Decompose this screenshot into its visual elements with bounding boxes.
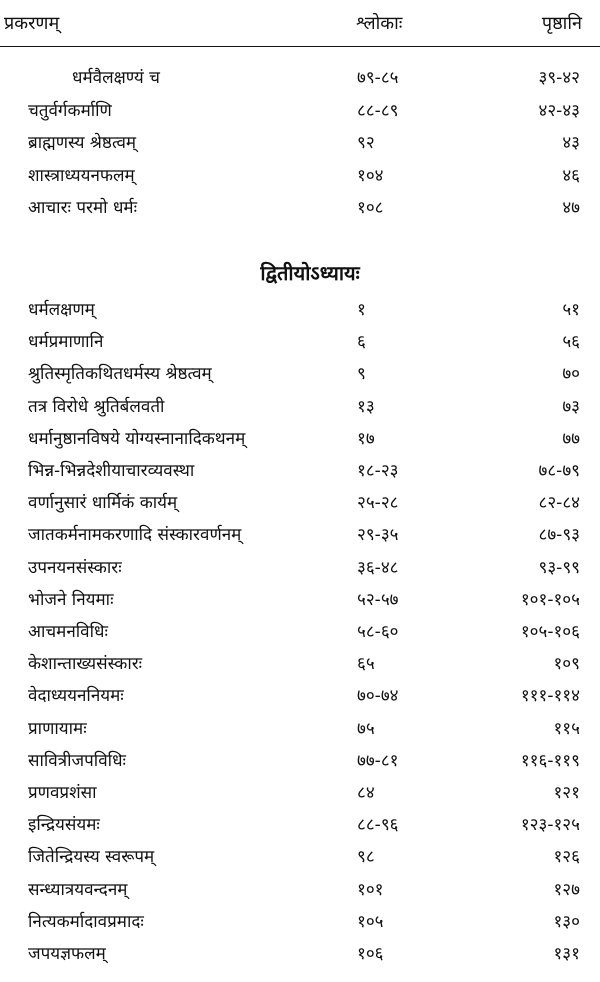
topic-cell: जपयज्ञफलम् [28, 944, 106, 964]
chapter-heading: द्वितीयोऽध्यायः [260, 261, 360, 285]
topic-cell: भोजने नियमाः [28, 589, 114, 610]
page-cell: ७८-७९ [538, 461, 580, 481]
table-row [0, 294, 600, 327]
topic-cell: प्रणवप्रशंसा [28, 783, 97, 803]
page-cell: ८७-९३ [538, 525, 580, 546]
topic-cell: धर्मलक्षणम् [28, 300, 95, 320]
page-cell: १११-११४ [520, 686, 580, 707]
topic-cell: आचारः परमो धर्मः [28, 198, 137, 218]
page-cell: ५६ [562, 332, 580, 353]
page-cell: १३० [553, 911, 580, 932]
table-header [0, 0, 600, 47]
topic-cell: जातकर्मनामकरणादि संस्कारवर्णनम् [28, 525, 242, 546]
page-cell: १२६ [553, 847, 580, 868]
table-row [0, 906, 600, 939]
table-row [0, 519, 600, 552]
topic-cell: सन्ध्यात्रयवन्दनम् [28, 879, 128, 900]
topic-cell: नित्यकर्मादावप्रमादः [28, 911, 144, 932]
table-row [0, 777, 600, 810]
verse-cell: ७७-८१ [357, 750, 399, 771]
topic-cell: धर्मवैलक्षण्यं च [72, 68, 160, 88]
verse-cell: १ [357, 300, 366, 320]
column-header-topic: प्रकरणम् [4, 13, 60, 34]
page-cell: १०५-१०६ [520, 622, 580, 642]
topic-cell: चतुर्वर्गकर्माणि [28, 100, 112, 121]
table-row [0, 616, 600, 649]
verse-cell: १७ [357, 428, 375, 449]
topic-cell: भिन्न-भिन्नदेशीयाचारव्यवस्था [28, 461, 195, 481]
page-cell: ७७ [562, 428, 580, 449]
verse-cell: १०४ [357, 165, 384, 186]
verse-cell: ९ [357, 364, 366, 385]
table-row [0, 648, 600, 681]
page-cell: ४७ [562, 198, 580, 218]
page-cell: १०९ [553, 654, 580, 675]
table-row [0, 423, 600, 456]
verse-cell: ९८ [357, 847, 375, 868]
topic-cell: प्राणायामः [28, 718, 87, 739]
table-row [0, 455, 600, 488]
page-cell: ३९-४२ [538, 68, 580, 88]
page-cell: ४२-४३ [538, 100, 580, 121]
page-cell: ११६-११९ [520, 750, 580, 771]
verse-cell: ३६-४८ [357, 557, 399, 578]
verse-cell: ८८-८९ [357, 100, 399, 121]
verse-cell: ५२-५७ [357, 589, 399, 610]
topic-cell: इन्द्रियसंयमः [28, 815, 100, 836]
table-row [0, 584, 600, 617]
column-header-pages: पृष्ठानि [541, 13, 582, 34]
page-cell: ४३ [562, 133, 580, 153]
table-row [0, 127, 600, 160]
topic-cell: उपनयनसंस्कारः [28, 557, 122, 578]
verse-cell: ६ [357, 332, 366, 353]
table-row [0, 160, 600, 193]
verse-cell: १०६ [357, 944, 384, 964]
page-cell: ९३-९९ [538, 557, 580, 578]
table-row [0, 841, 600, 874]
topic-cell: जितेन्द्रियस्य स्वरूपम् [28, 847, 155, 868]
table-row [0, 95, 600, 128]
topic-cell: केशान्ताख्यसंस्कारः [28, 654, 143, 675]
page-cell: ५१ [562, 300, 580, 320]
verse-cell: ७०-७४ [357, 686, 399, 707]
topic-cell: शास्त्राध्ययनफलम् [28, 165, 135, 186]
table-row [0, 745, 600, 778]
verse-cell: ६५ [357, 654, 375, 675]
page-cell: १२७ [553, 879, 580, 900]
page-cell: १२१ [553, 783, 580, 803]
table-row [0, 358, 600, 391]
table-row [0, 713, 600, 746]
page-cell: ११५ [553, 718, 580, 739]
verse-cell: १०८ [357, 198, 384, 218]
page-cell: १०१-१०५ [520, 589, 580, 610]
table-row [0, 809, 600, 842]
table-row [0, 552, 600, 585]
verse-cell: १८-२३ [357, 461, 399, 481]
topic-cell: धर्मप्रमाणानि [28, 332, 104, 353]
verse-cell: २९-३५ [357, 525, 399, 546]
column-header-verses: श्लोकाः [356, 13, 403, 34]
verse-cell: ७९-८५ [357, 68, 399, 88]
table-row [0, 192, 600, 225]
table-row [0, 326, 600, 359]
topic-cell: वर्णानुसारं धार्मिकं कार्यम् [28, 493, 178, 514]
table-row [0, 938, 600, 971]
topic-cell: सावित्रीजपविधिः [28, 750, 126, 771]
page-cell: १३१ [553, 944, 580, 964]
page-cell: ७३ [562, 396, 580, 417]
verse-cell: २५-२८ [357, 493, 399, 514]
table-row [0, 391, 600, 424]
topic-cell: आचमनविधिः [28, 622, 108, 642]
page-cell: ७० [562, 364, 580, 385]
verse-cell: ९२ [357, 133, 375, 153]
verse-cell: १०५ [357, 911, 384, 932]
page-cell: ८२-८४ [538, 493, 580, 514]
verse-cell: १३ [357, 396, 375, 417]
verse-cell: ५८-६० [357, 622, 399, 642]
topic-cell: श्रुतिस्मृतिकथितधर्मस्य श्रेष्ठत्वम् [28, 364, 212, 385]
verse-cell: ८४ [357, 783, 375, 803]
verse-cell: ८८-९६ [357, 815, 399, 836]
topic-cell: वेदाध्ययननियमः [28, 686, 124, 707]
topic-cell: तत्र विरोधे श्रुतिर्बलवती [28, 396, 165, 417]
page-cell: १२३-१२५ [520, 815, 580, 836]
table-row [0, 874, 600, 907]
table-row [0, 680, 600, 713]
page-cell: ४६ [562, 165, 580, 186]
topic-cell: ब्राह्मणस्य श्रेष्ठत्वम् [28, 133, 137, 153]
verse-cell: १०१ [357, 879, 384, 900]
verse-cell: ७५ [357, 718, 375, 739]
topic-cell: धर्मानुष्ठानविषये योग्यस्नानादिकथनम् [28, 428, 246, 449]
table-row [0, 487, 600, 520]
table-row [0, 62, 600, 95]
